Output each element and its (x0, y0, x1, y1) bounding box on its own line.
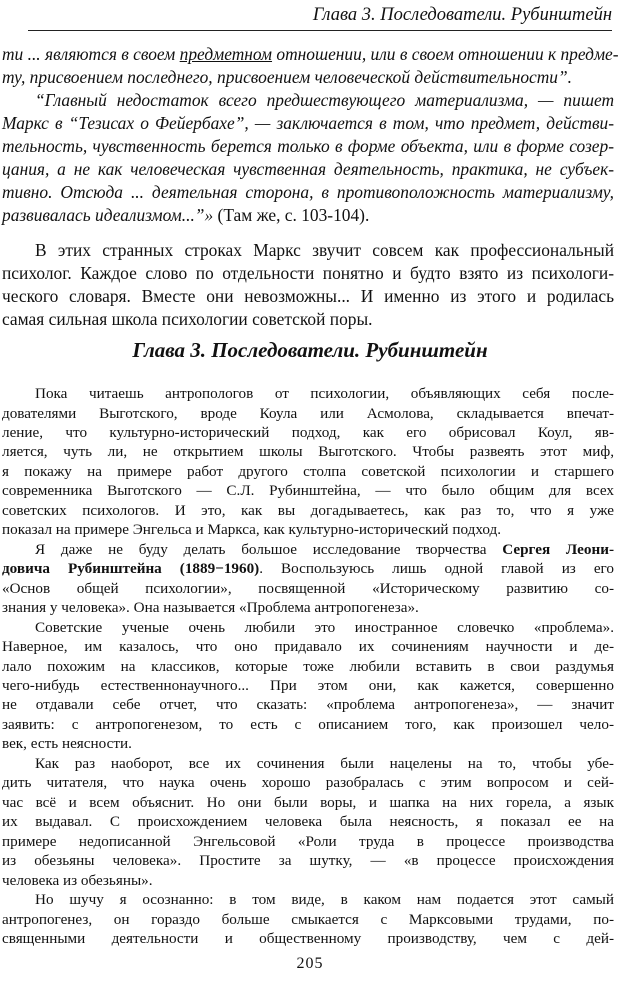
quote-line: ту, присвоением последнего, присвоением человеческой действительности”. (2, 67, 573, 87)
paragraph-line: Наверное, им казалось, что оно придавало их сочинениям научности и де- (2, 638, 614, 655)
quote-line: цания, а не как человеческая чувственная деятельность, практика, не субъек- (2, 159, 614, 179)
quote-line: ти ... являются в своем предметном отношении, или в своем отношении к предме- (2, 44, 619, 64)
paragraph-line: чего-нибудь естественнонаучного... При этом они, как кажется, совершенно (2, 677, 614, 694)
paragraph-line: час всё и всем объяснит. Но они были воры, и шапка на них горела, а язык (2, 793, 614, 811)
chapter-title: Глава 3. Последователи. Рубинштейн (132, 338, 488, 362)
quote-line: тельность, чувственность берется только в форме объекта, или в форме созер- (2, 136, 614, 156)
paragraph-line: самая сильная школа психологии советской поры. (2, 309, 373, 329)
quote-line: тивно. Отсюда ... деятельная сторона, в противоположность материализму, (2, 182, 614, 202)
paragraph-line: я покажу на примере работ другого столпа советской психологии и старшего (2, 462, 614, 480)
paragraph-line: Я даже не буду делать большое исследование творчества Сергея Леони- (35, 540, 614, 558)
paragraph-line: антропогенез, он гораздо больше смыкается с Марксовыми трудами, по- (2, 910, 614, 928)
paragraph-line: человека из обезьяны». (2, 871, 153, 889)
paragraph-line: лало похожим на классиков, которые тоже любили вставить в свои раздумья (2, 657, 614, 675)
paragraph-line: заявить: с антропогенезом, то есть с описанием того, как произошел чело- (2, 715, 614, 733)
paragraph-line: показал на примере Энгельса и Маркса, как культурно-исторический подход. (2, 521, 502, 539)
paragraph-line: дователями Выготского, вроде Коула или Асмолова, складывается впечат- (2, 404, 614, 422)
paragraph-line: ление, что культурно-исторический подход, как его обрисовал Коул, яв- (2, 423, 614, 441)
paragraph-line: дить читателя, что наука очень хорошо разобралась с этим вопросом и сей- (2, 774, 614, 792)
paragraph-line: психолог. Каждое слово по отдельности понятно и будто взято из психологи- (2, 263, 614, 283)
running-header: Глава 3. Последователи. Рубинштейн (312, 5, 612, 25)
paragraph-line: современника Выготского — С.Л. Рубинштейна, — что было общим для всех (2, 482, 614, 500)
quote-line: развивалась идеализмом...”» (Там же, с. 103-104). (2, 205, 370, 225)
paragraph-line: знания у человека». Она называется «Проблема антропогенеза». (2, 599, 419, 617)
bold-name: Сергея Леони- (502, 540, 614, 558)
bold-name: довича Рубинштейна (1889−1960) (2, 560, 260, 578)
paragraph-line: Пока читаешь антропологов от психологии, объявляющих себя после- (35, 385, 614, 402)
header-rule (28, 30, 612, 31)
paragraph-line: примере недописанной Энгельсовой «Роли труда в процессе производства (2, 832, 614, 850)
paragraph-line: В этих странных строках Маркс звучит совсем как профессиональный (35, 240, 614, 260)
underlined-word: предметном (179, 44, 273, 64)
paragraph-line: не отдавали себе отчет, что сказать: «проблема антропогенеза», — значит (2, 696, 614, 714)
paragraph-line: век, есть неясности. (2, 735, 132, 753)
page-number: 205 (296, 955, 324, 972)
paragraph-line: ляется, чуть ли, не открытием школы Выготского. Чтобы развеять этот миф, (2, 443, 614, 461)
paragraph-line: ческого словаря. Вместе они невозможны... И именно из этого и родилась (2, 286, 614, 306)
paragraph-line: довича Рубинштейна (1889−1960). Воспользуюсь лишь одной главой из его (2, 560, 614, 578)
paragraph-line: Как раз наоборот, все их сочинения были нацелены на то, чтобы убе- (35, 754, 614, 772)
paragraph-line: их выдавал. С происхождением человека была неясность, я показал ее на (2, 813, 614, 831)
quote-line: Маркс в “Тезисах о Фейербахе”, — заключается в том, что предмет, действи- (2, 113, 614, 133)
paragraph-line: из обезьяны человека». Простите за шутку, — «в процессе происхождения (2, 852, 614, 870)
paragraph-line: Советские ученые очень любили это иностранное словечко «проблема». (35, 618, 614, 636)
paragraph-line: «Основ общей психологии», посвященной «Историческому развитию со- (2, 579, 614, 597)
quote-line: “Главный недостаток всего предшествующего материализма, — пишет (35, 90, 614, 110)
paragraph-line: Но шучу я осознанно: в том виде, в каком нам подается этот самый (35, 891, 614, 909)
paragraph-line: советских психологов. И это, как вы догадываетесь, как раз то, что я уже (2, 501, 614, 519)
paragraph-line: священными деятельности и общественному производству, чем с дей- (2, 930, 614, 947)
